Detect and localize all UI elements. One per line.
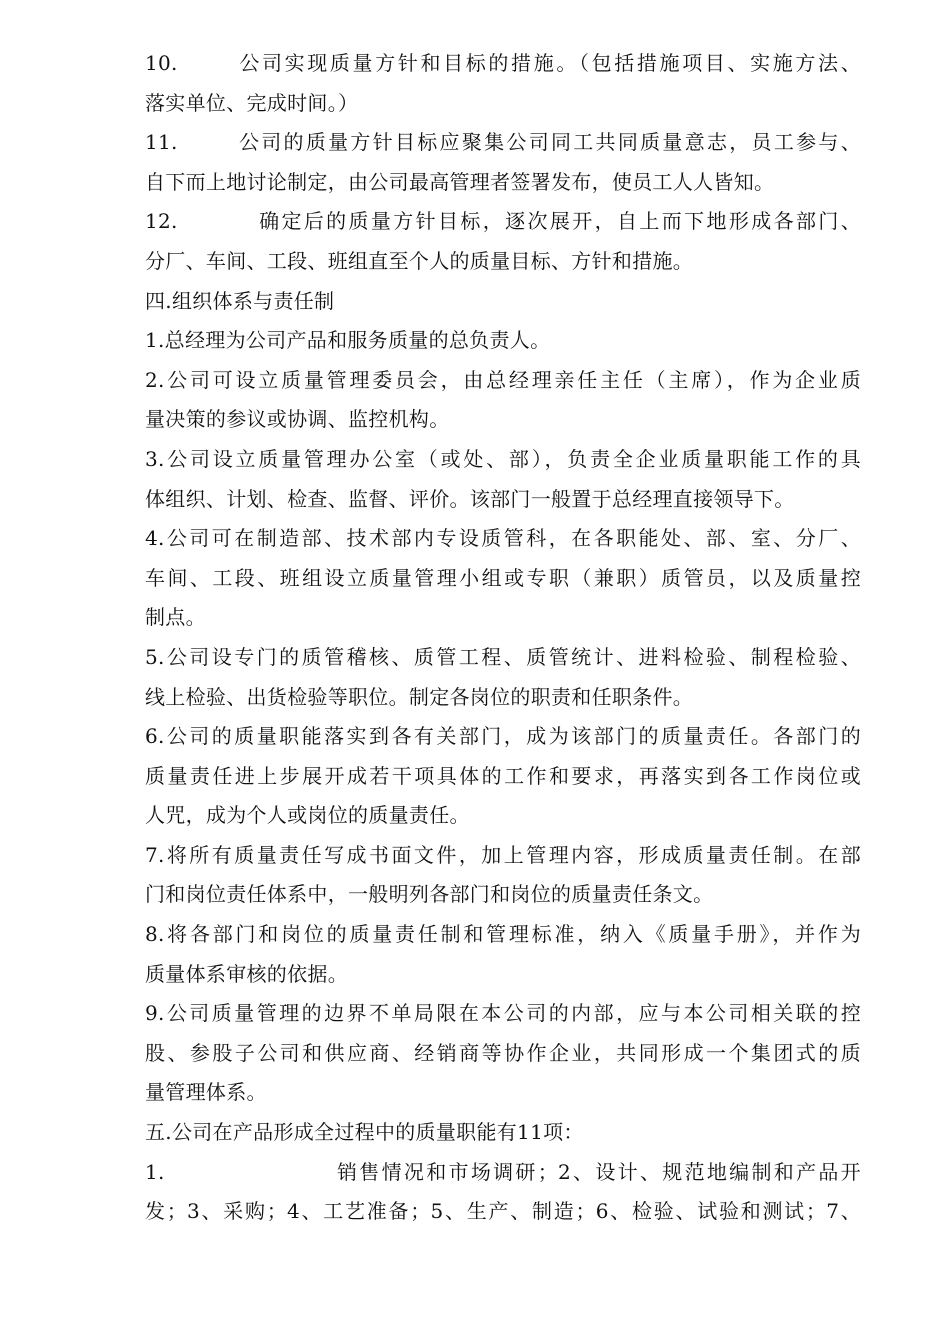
item-text: 确定后的质量方针目标，逐次展开，自上而下地形成各部门、 <box>257 209 861 234</box>
text-line-4: 自下而上地讨论制定，由公司最高管理者签署发布，使员工人人皆知。 <box>145 169 775 194</box>
section-heading: 五.公司在产品形成全过程中的质量职能有11项： <box>145 1120 584 1145</box>
text-line-26: 股、参股子公司和供应商、经销商等协作企业，共同形成一个集团式的质 <box>145 1040 861 1065</box>
section-heading: 四.组织体系与责任制 <box>145 288 335 313</box>
text-line-8: 1.总经理为公司产品和服务质量的总负责人。 <box>145 328 551 353</box>
text-line-17: 线上检验、出货检验等职位。制定各岗位的职责和任职条件。 <box>145 684 694 709</box>
text-line-25: 9.公司质量管理的边界不单局限在本公司的内部，应与本公司相关联的控 <box>145 1001 861 1026</box>
text-line-2: 落实单位、完成时间。） <box>145 90 359 115</box>
text-line-21: 7.将所有质量责任写成书面文件，加上管理内容，形成质量责任制。在部 <box>145 842 861 867</box>
text-line-30: 发；3、采购；4、工艺准备；5、生产、制造；6、检验、试验和测试；7、 <box>145 1199 861 1224</box>
text-line-5 <box>145 202 861 242</box>
text-line-16: 5.公司设专门的质管稽核、质管工程、质管统计、进料检验、制程检验、 <box>145 644 861 669</box>
item-number: 12. <box>145 209 178 234</box>
text-line-27: 量管理体系。 <box>145 1080 267 1105</box>
item-number: 1. <box>145 1159 165 1184</box>
text-line-10: 量决策的参议或协调、监控机构。 <box>145 407 450 432</box>
text-line-22: 门和岗位责任体系中，一般明列各部门和岗位的质量责任条文。 <box>145 882 714 907</box>
item-number: 10. <box>145 51 178 75</box>
item-text: 公司的质量方针目标应聚集公司同工共同质量意志，员工参与、 <box>237 130 861 155</box>
text-line-19: 质量责任进上步展开成若干项具体的工作和要求，再落实到各工作岗位或 <box>145 763 861 788</box>
text-line-12: 体组织、计划、检查、监督、评价。该部门一般置于总经理直接领导下。 <box>145 486 795 511</box>
item-text: 公司实现质量方针和目标的措施。（包括措施项目、实施方法、 <box>237 51 861 75</box>
text-line-13: 4.公司可在制造部、技术部内专设质管科，在各职能处、部、室、分厂、 <box>145 526 861 551</box>
text-line-18: 6.公司的质量职能落实到各有关部门，成为该部门的质量责任。各部门的 <box>145 724 861 749</box>
text-line-24: 质量体系审核的依据。 <box>145 961 348 986</box>
document-page <box>145 44 861 1232</box>
text-line-9: 2.公司可设立质量管理委员会，由总经理亲任主任（主席），作为企业质 <box>145 367 861 392</box>
text-line-15: 制点。 <box>145 605 206 630</box>
text-line-20: 人咒，成为个人或岗位的质量责任。 <box>145 803 470 828</box>
text-line-14: 车间、工段、班组设立质量管理小组或专职（兼职）质管员，以及质量控 <box>145 565 861 590</box>
item-number: 11. <box>145 130 178 155</box>
item-text: 销售情况和市场调研；2、设计、规范地编制和产品开 <box>335 1159 861 1184</box>
text-line-1 <box>145 44 861 84</box>
text-line-23: 8.将各部门和岗位的质量责任制和管理标准，纳入《质量手册》，并作为 <box>145 922 861 947</box>
text-line-29 <box>145 1153 861 1193</box>
text-line-6: 分厂、车间、工段、班组直至个人的质量目标、方针和措施。 <box>145 248 694 273</box>
text-line-3 <box>145 123 861 163</box>
text-line-11: 3.公司设立质量管理办公室（或处、部），负责全企业质量职能工作的具 <box>145 446 861 471</box>
